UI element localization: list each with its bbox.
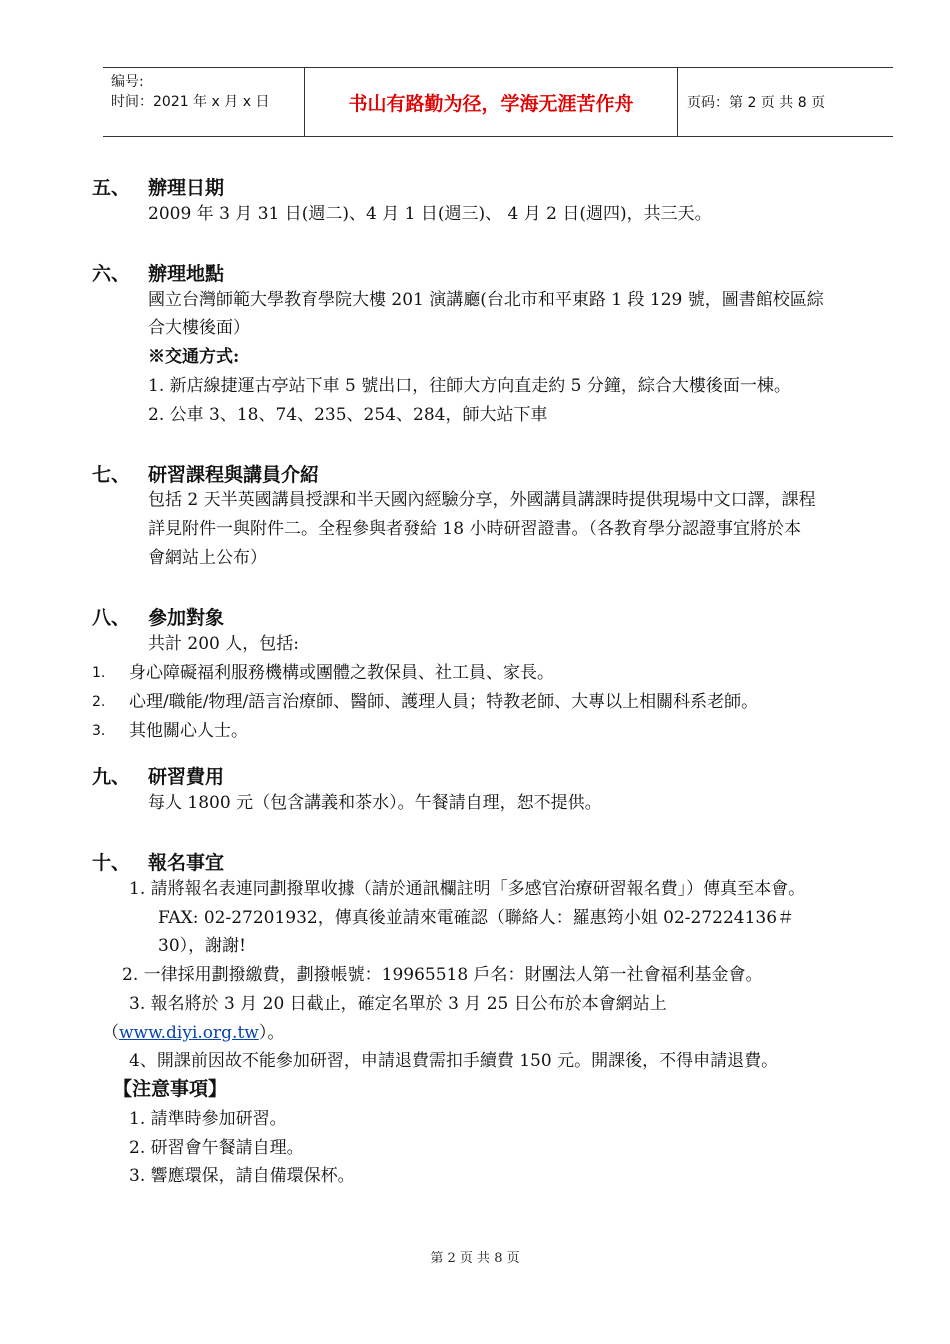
time-label: 时间：2021 年 x 月 x 日 — [111, 94, 270, 110]
note-item-3: 3. 響應環保，請自備環保杯。 — [129, 1166, 355, 1186]
section-7-line-1: 包括 2 天半英國講員授課和半天國內經驗分享，外國講員講課時提供現場中文口譯，課程 — [148, 490, 816, 510]
section-5-number: 五、 — [92, 177, 131, 199]
registration-item-4: 4、開課前因故不能參加研習，申請退費需扣手續費 150 元。開課後，不得申請退費。 — [129, 1051, 779, 1071]
section-5-body: 2009 年 3 月 31 日(週二)、4 月 1 日(週三)、 4 月 2 日(週四)，共三天。 — [148, 204, 712, 224]
header-page-cell — [678, 68, 893, 136]
number-label: 编号: — [111, 74, 144, 90]
registration-item-3-line-1: 3. 報名將於 3 月 20 日截止，確定名單於 3 月 25 日公布於本會網站上 — [129, 994, 667, 1014]
list-item-number: 1. — [92, 665, 106, 681]
transport-item-2: 2. 公車 3、18、74、235、254、284，師大站下車 — [148, 405, 548, 425]
section-8-number: 八、 — [92, 607, 131, 629]
page-header — [103, 67, 893, 137]
list-item-number: 2. — [92, 694, 106, 710]
header-motto: 书山有路勤为径，学海无涯苦作舟 — [348, 92, 634, 115]
page-footer: 第 2 页 共 8 页 — [430, 1251, 520, 1266]
section-6-line-1: 國立台灣師範大學教育學院大樓 201 演講廳(台北市和平東路 1 段 129 號，圖書館校區綜 — [148, 290, 824, 310]
note-item-2: 2. 研習會午餐請自理。 — [129, 1138, 304, 1158]
section-9-title: 研習費用 — [148, 766, 225, 788]
section-7-number: 七、 — [92, 464, 131, 486]
list-item: 心理/職能/物理/語言治療師、醫師、護理人員；特教老師、大專以上相關科系老師。 — [129, 692, 759, 712]
section-7-line-3: 會網站上公布） — [148, 548, 267, 568]
list-item-number: 3. — [92, 723, 106, 739]
section-5-title: 辦理日期 — [148, 177, 225, 199]
registration-item-2: 2. 一律採用劃撥繳費，劃撥帳號：19965518 戶名：財團法人第一社會福利基金會。 — [122, 965, 763, 985]
section-9-number: 九、 — [92, 766, 131, 788]
paren-close: ）。 — [258, 1023, 285, 1043]
paren-open: （ — [102, 1023, 119, 1043]
section-9-body: 每人 1800 元（包含講義和茶水）。午餐請自理，恕不提供。 — [148, 793, 602, 813]
transport-title: ※交通方式: — [148, 347, 240, 367]
website-link[interactable]: www.diyi.org.tw — [119, 1023, 259, 1043]
section-8-title: 參加對象 — [148, 607, 225, 629]
section-7-title: 研習課程與講員介紹 — [148, 464, 320, 486]
section-6-title: 辦理地點 — [148, 263, 225, 285]
registration-item-1-line-1: 1. 請將報名表連同劃撥單收據（請於通訊欄註明「多感官治療研習報名費」）傳真至本會。 — [129, 879, 806, 899]
header-motto-cell — [304, 68, 678, 136]
section-10-number: 十、 — [92, 852, 131, 874]
section-7-line-2: 詳見附件一與附件二。全程參與者發給 18 小時研習證書。（各教育學分認證事宜將於本 — [148, 519, 801, 539]
section-10-title: 報名事宜 — [148, 852, 225, 874]
notes-title: 【注意事項】 — [113, 1078, 228, 1100]
registration-item-3-line-2 — [102, 1021, 284, 1046]
list-item: 其他關心人士。 — [129, 721, 248, 741]
section-6-line-2: 合大樓後面） — [148, 318, 250, 338]
section-6-number: 六、 — [92, 263, 131, 285]
header-page-info: 页码：第 2 页 共 8 页 — [687, 95, 826, 111]
header-left-cell — [103, 68, 304, 136]
list-item: 身心障礙福利服務機構或團體之教保員、社工員、家長。 — [129, 663, 554, 683]
transport-item-1: 1. 新店線捷運古亭站下車 5 號出口，往師大方向直走約 5 分鐘，綜合大樓後面一棟。 — [148, 376, 791, 396]
section-8-intro: 共計 200 人，包括: — [148, 634, 299, 654]
registration-item-1-line-2: FAX: 02-27201932，傳真後並請來電確認（聯絡人：羅惠筠小姐 02-27224136＃ — [158, 908, 795, 928]
note-item-1: 1. 請準時參加研習。 — [129, 1109, 287, 1129]
registration-item-1-line-3: 30），謝謝! — [158, 936, 246, 956]
